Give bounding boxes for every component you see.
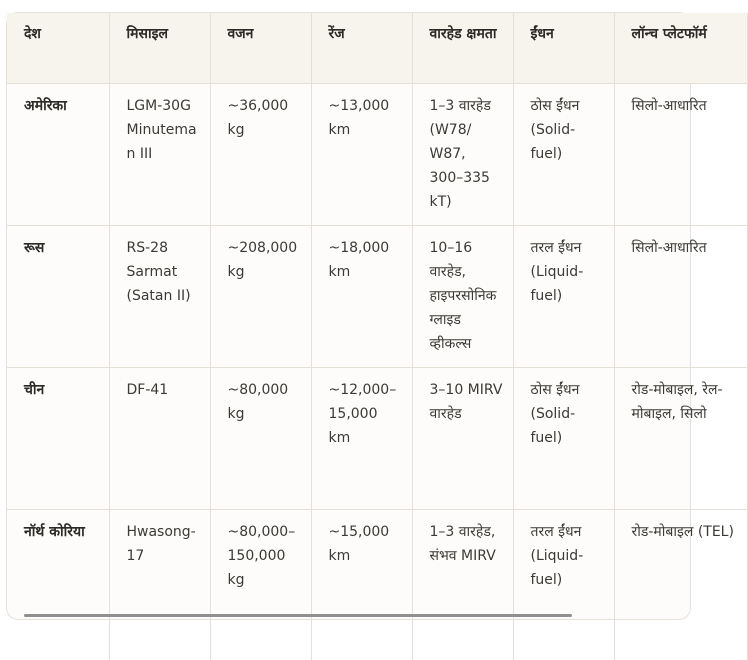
cell-country: नॉर्थ कोरिया <box>7 510 109 660</box>
cell-fuel: तरल ईंधन (Liquid-fuel) <box>513 510 614 660</box>
header-row <box>7 13 747 84</box>
header-country: देश <box>7 13 109 84</box>
header-warhead: वारहेड क्षमता <box>412 13 513 84</box>
cell-warhead: 3–10 MIRV वारहेड <box>412 368 513 510</box>
cell-fuel: ठोस ईंधन (Solid-fuel) <box>513 84 614 226</box>
header-range: रेंज <box>311 13 412 84</box>
icbm-comparison-table <box>7 13 748 660</box>
cell-fuel: ठोस ईंधन (Solid-fuel) <box>513 368 614 510</box>
cell-range: ~15,000 km <box>311 510 412 660</box>
cell-missile: LGM-30G Minuteman III <box>109 84 210 226</box>
cell-missile: Hwasong-17 <box>109 510 210 660</box>
header-launch-platform: लॉन्च प्लेटफॉर्म <box>614 13 747 84</box>
horizontal-scrollbar[interactable] <box>24 614 572 617</box>
cell-warhead: 10–16 वारहेड, हाइपरसोनिक ग्लाइड व्हीकल्स <box>412 226 513 368</box>
table-row <box>7 510 747 660</box>
cell-country: अमेरिका <box>7 84 109 226</box>
cell-fuel: तरल ईंधन (Liquid-fuel) <box>513 226 614 368</box>
table-row <box>7 84 747 226</box>
cell-launch-platform: सिलो-आधारित <box>614 226 747 368</box>
cell-missile: DF-41 <box>109 368 210 510</box>
cell-range: ~18,000 km <box>311 226 412 368</box>
cell-launch-platform: रोड-मोबाइल, रेल-मोबाइल, सिलो <box>614 368 747 510</box>
cell-range: ~12,000–15,000 km <box>311 368 412 510</box>
cell-missile: RS-28 Sarmat (Satan II) <box>109 226 210 368</box>
table-container <box>6 12 691 620</box>
cell-warhead: 1–3 वारहेड, संभव MIRV <box>412 510 513 660</box>
cell-warhead: 1–3 वारहेड (W78/ W87, 300–335 kT) <box>412 84 513 226</box>
cell-weight: ~36,000 kg <box>210 84 311 226</box>
cell-country: रूस <box>7 226 109 368</box>
cell-range: ~13,000 km <box>311 84 412 226</box>
table-row <box>7 368 747 510</box>
cell-weight: ~80,000–150,000 kg <box>210 510 311 660</box>
table-row <box>7 226 747 368</box>
cell-launch-platform: रोड-मोबाइल (TEL) <box>614 510 747 660</box>
cell-weight: ~208,000 kg <box>210 226 311 368</box>
cell-launch-platform: सिलो-आधारित <box>614 84 747 226</box>
cell-country: चीन <box>7 368 109 510</box>
header-weight: वजन <box>210 13 311 84</box>
cell-weight: ~80,000 kg <box>210 368 311 510</box>
header-fuel: ईंधन <box>513 13 614 84</box>
header-missile: मिसाइल <box>109 13 210 84</box>
